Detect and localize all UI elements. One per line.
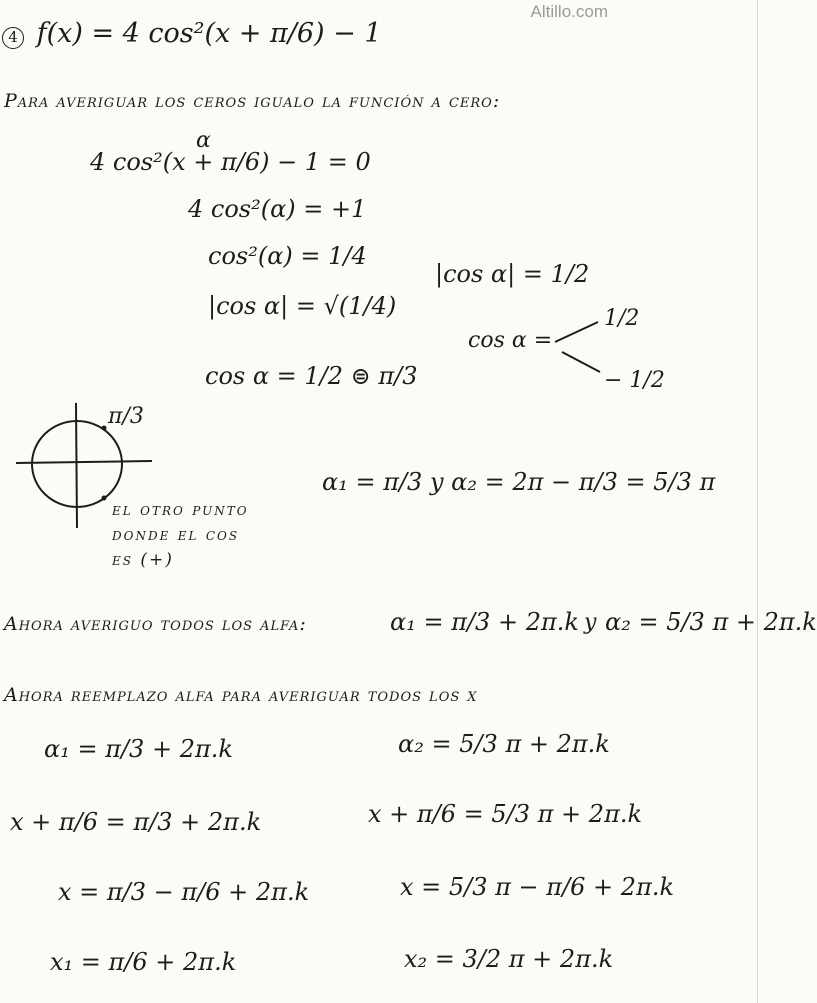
- alpha-mark: α: [196, 128, 211, 153]
- cos-branch-lhs: cos α =: [468, 328, 553, 353]
- right-step-4: x₂ = 3/2 π + 2π.k: [404, 945, 614, 973]
- left-step-1: α₁ = π/3 + 2π.k: [44, 735, 233, 763]
- left-step-2: x + π/6 = π/3 + 2π.k: [10, 808, 262, 836]
- step-equation-5: cos α = 1/2 ⊜ π/3: [205, 362, 418, 390]
- watermark: Altillo.com: [530, 2, 608, 21]
- left-step-4: x₁ = π/6 + 2π.k: [50, 948, 237, 976]
- replace-text: Ahora reemplazo alfa para averiguar todos los x: [4, 684, 478, 706]
- angle-point-bottom: [102, 496, 107, 501]
- circle-x-axis: [16, 461, 152, 463]
- cos-branch-top: 1/2: [604, 306, 640, 331]
- right-step-3: x = 5/3 π − π/6 + 2π.k: [400, 873, 675, 901]
- intro-text: Para averiguar los ceros igualo la función a cero:: [4, 90, 501, 112]
- right-step-1: α₂ = 5/3 π + 2π.k: [398, 730, 610, 758]
- step-equation-1: 4 cos²(x + π/6) − 1 = 0: [90, 148, 371, 176]
- problem-number: 4: [2, 27, 24, 49]
- step-equation-3: cos²(α) = 1/4: [208, 242, 367, 270]
- general-join: y: [584, 610, 597, 635]
- branch-lines: [555, 322, 600, 372]
- circle-angle-label: π/3: [108, 404, 144, 429]
- left-step-3: x = π/3 − π/6 + 2π.k: [58, 878, 310, 906]
- step-equation-4: |cos α| = √(1/4): [208, 292, 397, 320]
- angle-point-top: [102, 426, 107, 431]
- circle-note-line-2: donde el cos: [112, 525, 240, 545]
- general-alpha-2: α₂ = 5/3 π + 2π.k: [605, 608, 817, 636]
- circle-note-line-3: es (+): [112, 550, 174, 570]
- general-lead: Ahora averiguo todos los alfa:: [4, 613, 307, 635]
- cos-branch-bottom: − 1/2: [604, 368, 665, 393]
- function-definition: f(x) = 4 cos²(x + π/6) − 1: [36, 18, 382, 49]
- abs-cos-equation: |cos α| = 1/2: [435, 260, 590, 288]
- general-alpha-1: α₁ = π/3 + 2π.k: [390, 608, 579, 636]
- circle-note-line-1: el otro punto: [112, 500, 249, 520]
- alpha-values: α₁ = π/3 y α₂ = 2π − π/3 = 5/3 π: [322, 468, 716, 496]
- right-step-2: x + π/6 = 5/3 π + 2π.k: [368, 800, 643, 828]
- step-equation-2: 4 cos²(α) = +1: [188, 195, 367, 223]
